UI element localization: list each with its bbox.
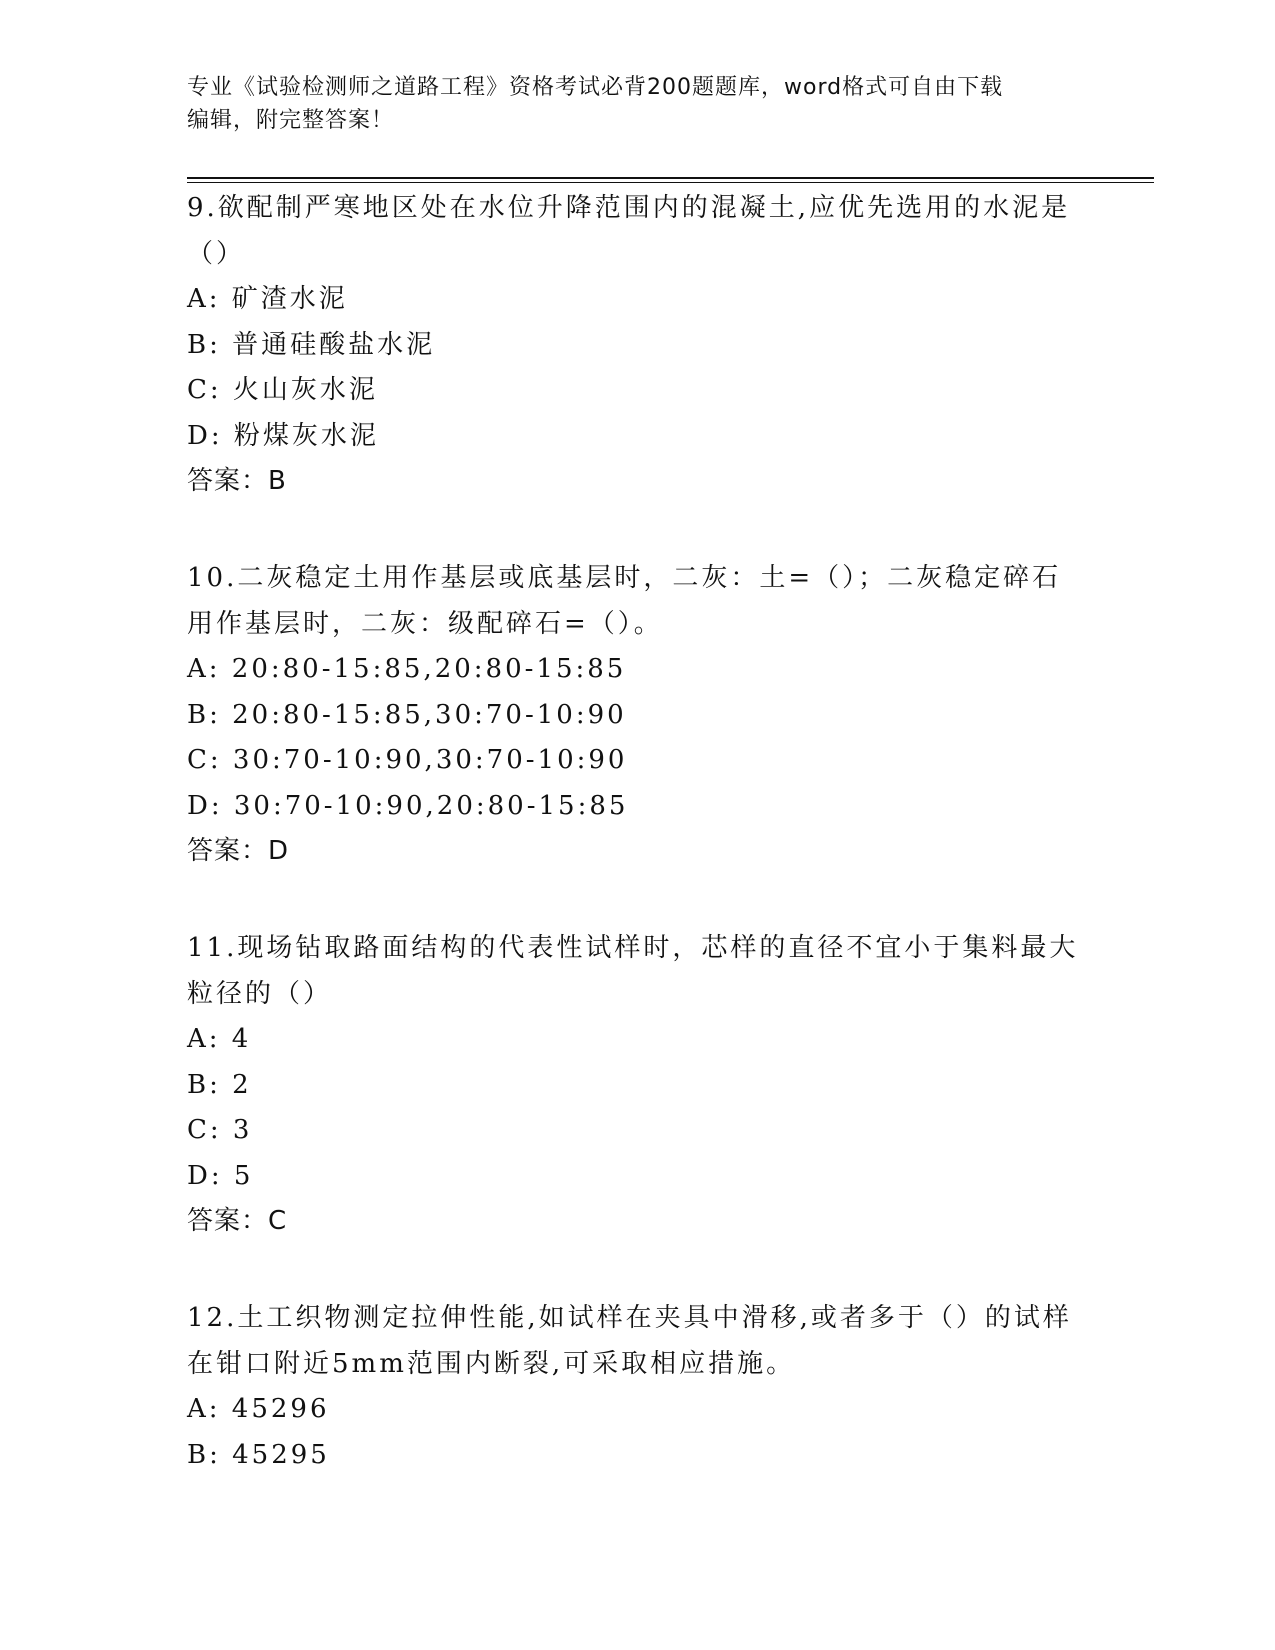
option-b: B: 45295 — [187, 1439, 330, 1470]
question-stem-line: 9.欲配制严寒地区处在水位升降范围内的混凝土,应优先选用的水泥是 — [187, 193, 1071, 223]
question-stem-line: 10.二灰稳定土用作基层或底基层时，二灰：土=（）；二灰稳定碎石 — [187, 563, 1062, 593]
question-stem-line: 粒径的（） — [187, 978, 333, 1009]
option-d: D: 5 — [187, 1160, 254, 1191]
question-12 — [187, 1296, 1087, 1478]
option-c: C: 火山灰水泥 — [187, 375, 378, 405]
question-stem-line: （） — [187, 238, 246, 269]
option-a: A: 45296 — [187, 1394, 330, 1424]
header-line-2: 编辑，附完整答案！ — [187, 108, 395, 133]
option-a: A: 20:80-15:85,20:80-15:85 — [187, 654, 627, 684]
option-d: D: 30:70-10:90,20:80-15:85 — [187, 790, 629, 821]
option-c: C: 3 — [187, 1115, 253, 1145]
answer-line: 答案：B — [187, 466, 287, 496]
answer-line: 答案：D — [187, 836, 290, 866]
option-c: C: 30:70-10:90,30:70-10:90 — [187, 745, 628, 775]
question-stem-line: 12.土工织物测定拉伸性能,如试样在夹具中滑移,或者多于（）的试样 — [187, 1303, 1072, 1333]
header-divider-thin — [187, 182, 1154, 183]
option-d: D: 粉煤灰水泥 — [187, 420, 379, 451]
option-b: B: 2 — [187, 1069, 252, 1100]
question-10 — [187, 556, 1087, 875]
option-b: B: 普通硅酸盐水泥 — [187, 329, 436, 360]
answer-line: 答案：C — [187, 1206, 288, 1236]
option-a: A: 4 — [187, 1024, 252, 1054]
question-stem-line: 在钳口附近5mm范围内断裂,可采取相应措施。 — [187, 1348, 796, 1379]
question-stem-line: 11.现场钻取路面结构的代表性试样时，芯样的直径不宜小于集料最大 — [187, 933, 1079, 963]
document-header — [187, 71, 1087, 137]
header-divider-thick — [187, 177, 1154, 179]
option-b: B: 20:80-15:85,30:70-10:90 — [187, 699, 627, 730]
question-9 — [187, 186, 1087, 505]
question-stem-line: 用作基层时，二灰：级配碎石=（）。 — [187, 608, 663, 639]
option-a: A: 矿渣水泥 — [187, 284, 348, 314]
question-11 — [187, 926, 1087, 1245]
header-line-1: 专业《试验检测师之道路工程》资格考试必背200题题库，word格式可自由下载 — [187, 75, 1004, 100]
